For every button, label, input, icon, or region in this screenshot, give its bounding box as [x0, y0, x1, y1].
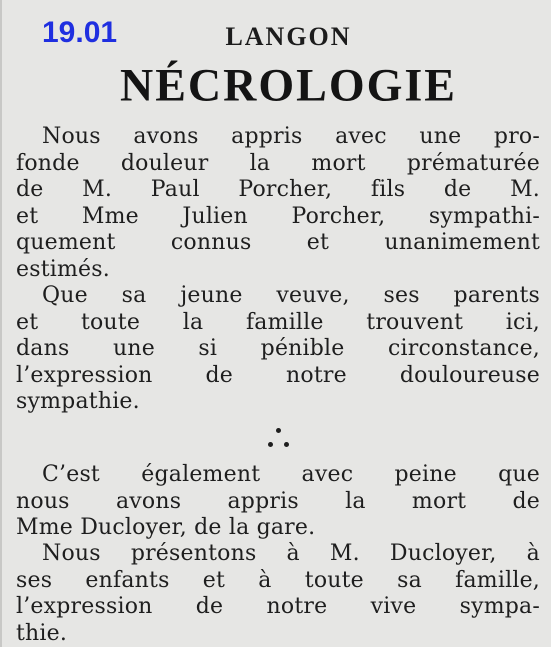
- text-line: ses enfants et à toute sa famille,: [16, 567, 540, 593]
- text-line: de M. Paul Porcher, fils de M.: [16, 177, 540, 203]
- text-line: nous avons appris la mort de: [16, 488, 540, 514]
- text-line: Nous avons appris avec une pro-: [42, 124, 540, 149]
- date-stamp: 19.01: [42, 16, 118, 49]
- paragraph-porcher-condolences: [16, 283, 540, 416]
- text-line: thie.: [16, 620, 68, 646]
- paragraph-ducloyer-condolences: [16, 541, 540, 647]
- text-line: l’expression de notre vive sympa-: [16, 594, 540, 620]
- text-line: l’expression de notre douloureuse: [16, 362, 540, 388]
- text-line: estimés.: [16, 256, 110, 282]
- text-line: et toute la famille trouvent ici,: [16, 309, 540, 335]
- paragraph-porcher-announcement: [16, 124, 540, 284]
- section-title: NÉCROLOGIE: [120, 58, 457, 111]
- text-line: dans une si pénible circonstance,: [16, 336, 540, 362]
- text-line: sympathie.: [16, 389, 140, 415]
- text-line: Nous présentons à M. Ducloyer, à: [42, 541, 540, 566]
- separator-dot: [284, 442, 289, 447]
- separator-dot: [268, 442, 273, 447]
- asterism-separator: [264, 426, 294, 454]
- text-line: C’est également avec peine que: [42, 462, 540, 487]
- paragraph-ducloyer-announcement: [16, 462, 540, 542]
- separator-dot: [276, 428, 281, 433]
- text-line: Que sa jeune veuve, ses parents: [42, 283, 540, 308]
- text-line: et Mme Julien Porcher, sympathi-: [16, 203, 540, 229]
- text-line: quement connus et unanimement: [16, 230, 540, 256]
- text-line: fonde douleur la mort prématurée: [16, 150, 540, 176]
- text-line: Mme Ducloyer, de la gare.: [16, 515, 316, 541]
- town-heading: LANGON: [225, 22, 352, 51]
